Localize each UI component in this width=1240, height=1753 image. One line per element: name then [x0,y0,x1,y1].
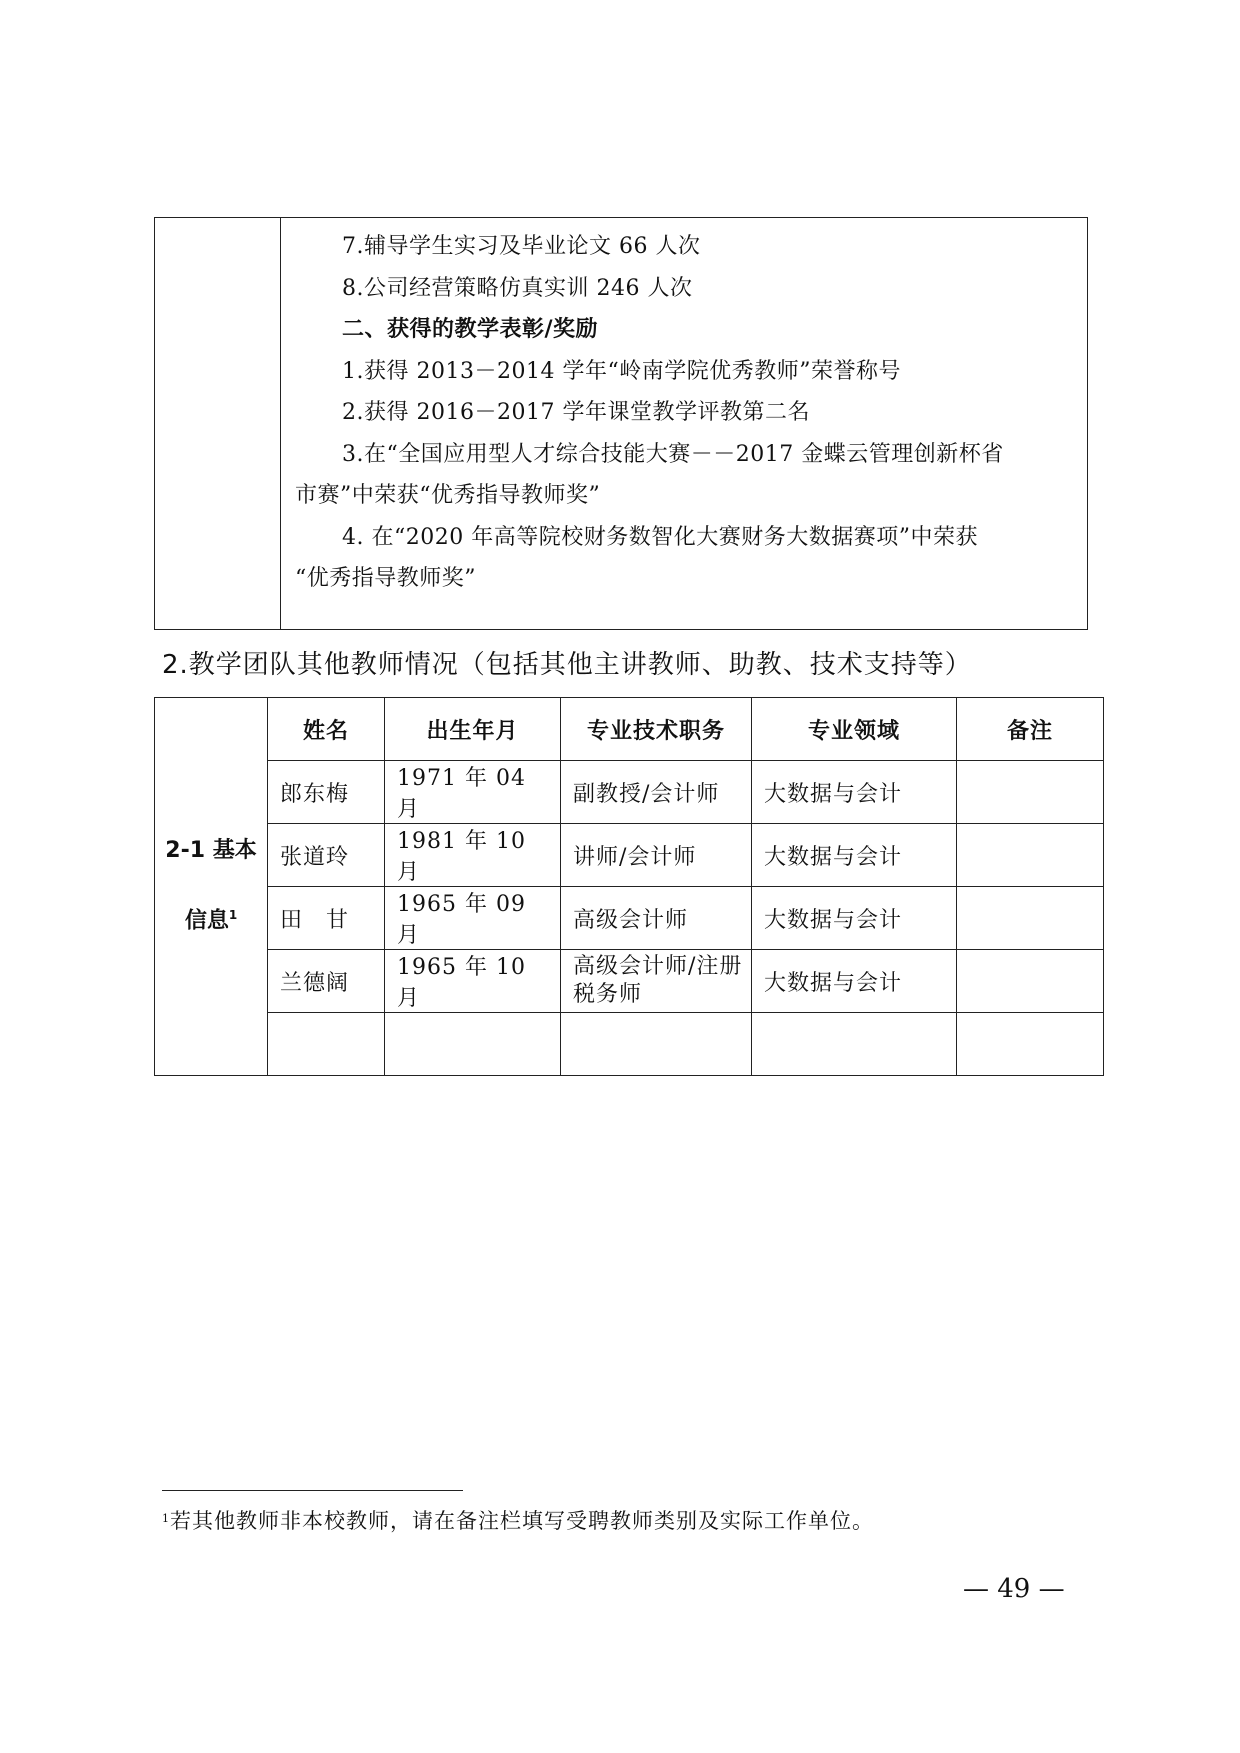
cell-remarks [957,950,1104,1013]
footnote-mark: 1 [162,1512,170,1525]
cell-birth: 1965 年 09 月 [385,887,561,950]
table-row [155,1013,1104,1076]
cell-birth: 1965 年 10 月 [385,950,561,1013]
cell-field: 大数据与会计 [752,761,957,824]
header-birth: 出生年月 [385,698,561,761]
continuation-label-column [155,218,281,629]
list-item: 3.在“全国应用型人才综合技能大赛－－2017 金蝶云管理创新杯省 [342,441,1004,467]
header-remarks: 备注 [957,698,1104,761]
section-title: 2.教学团队其他教师情况（包括其他主讲教师、助教、技术支持等） [162,650,972,680]
cell-title: 高级会计师 [561,887,752,950]
list-item: 1.获得 2013－2014 学年“岭南学院优秀教师”荣誉称号 [342,358,901,384]
footnote-text: 若其他教师非本校教师，请在备注栏填写受聘教师类别及实际工作单位。 [170,1509,874,1533]
table-header-row [155,698,1104,761]
row-group-label-line1: 2-1 基本 [165,838,257,864]
cell-remarks [957,887,1104,950]
cell-field: 大数据与会计 [752,887,957,950]
footnote-ref-mark: 1 [228,908,238,923]
cell-field: 大数据与会计 [752,950,957,1013]
cell-birth: 1971 年 04 月 [385,761,561,824]
table-row [155,761,1104,824]
cell-field: 大数据与会计 [752,824,957,887]
list-item-continued: “优秀指导教师奖” [295,566,476,591]
continuation-content [281,218,1087,629]
header-field: 专业领域 [752,698,957,761]
cell-name: 兰德阔 [268,950,385,1013]
cell-birth: 1981 年 10 月 [385,824,561,887]
row-group-label-line2: 信息$^1$ [184,908,238,934]
subsection-heading: 二、获得的教学表彰/奖励 [342,317,599,342]
cell-name: 郎东梅 [268,761,385,824]
cell-name: 田 甘 [268,887,385,950]
footnote [162,1505,874,1535]
cell-remarks [957,1013,1104,1076]
cell-title [561,1013,752,1076]
table-row [155,887,1104,950]
header-name: 姓名 [268,698,385,761]
header-title: 专业技术职务 [561,698,752,761]
cell-title: 副教授/会计师 [561,761,752,824]
page-number: — 49 — [963,1574,1065,1604]
team-table [154,697,1104,1076]
table-row [155,824,1104,887]
list-item: 2.获得 2016－2017 学年课堂教学评教第二名 [342,400,810,425]
row-group-label [155,698,268,1076]
cell-title: 讲师/会计师 [561,824,752,887]
cell-remarks [957,824,1104,887]
list-item: 7.辅导学生实习及毕业论文 66 人次 [342,234,701,259]
continuation-box [154,217,1088,630]
cell-title: 高级会计师/注册税务师 [561,950,752,1013]
list-item: 4. 在“2020 年高等院校财务数智化大赛财务大数据赛项”中荣获 [342,524,978,550]
footnote-divider [162,1490,463,1491]
list-item: 8.公司经营策略仿真实训 246 人次 [342,275,693,301]
cell-name: 张道玲 [268,824,385,887]
table-row [155,950,1104,1013]
cell-field [752,1013,957,1076]
cell-name [268,1013,385,1076]
cell-remarks [957,761,1104,824]
list-item-continued: 市赛”中荣获“优秀指导教师奖” [295,483,601,508]
cell-birth [385,1013,561,1076]
